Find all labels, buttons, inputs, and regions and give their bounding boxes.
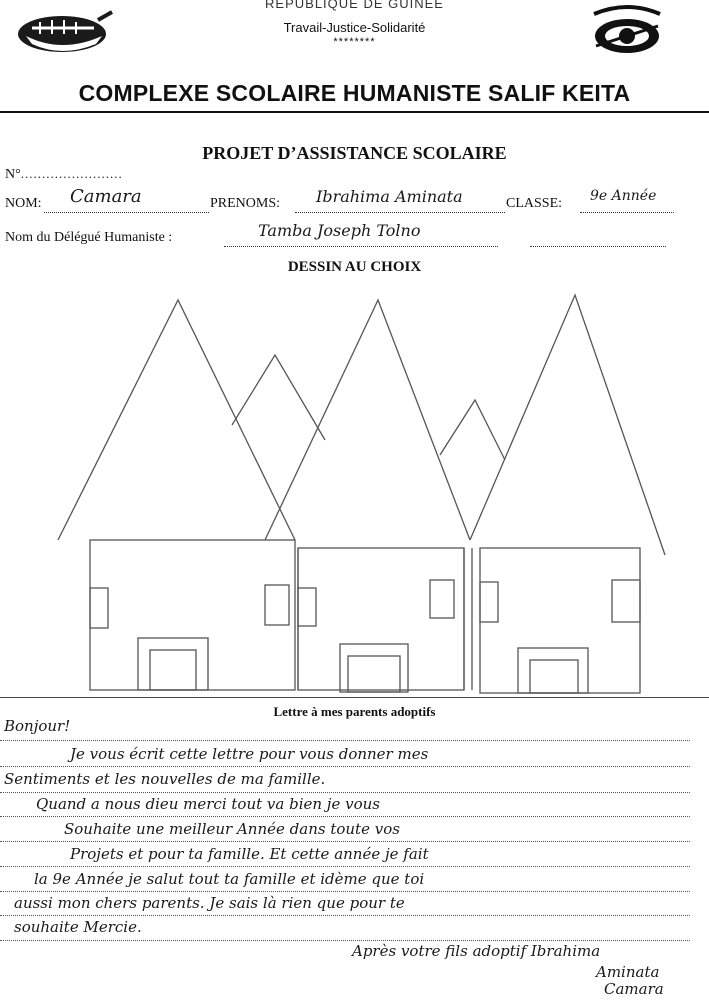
delegue-value: Tamba Joseph Tolno <box>258 221 421 240</box>
window-3 <box>298 588 316 626</box>
house-right <box>480 548 640 693</box>
letter-text-line: Quand a nous dieu merci tout va bien je vous <box>36 795 380 813</box>
classe-label: CLASSE: <box>506 196 563 211</box>
door-left-inner <box>150 650 196 690</box>
letter-text-line: aussi mon chers parents. Je sais là rien que pour te <box>14 894 405 912</box>
signature-name: Aminata <box>596 963 660 981</box>
nom-value: Camara <box>70 186 142 207</box>
roof-small-left <box>232 355 325 440</box>
roof-left <box>58 300 295 540</box>
letter-text-line: Je vous écrit cette lettre pour vous donner mes <box>70 745 429 763</box>
letter-line <box>0 915 690 916</box>
drawing-title: DESSIN AU CHOIX <box>287 259 422 275</box>
letter-line <box>0 841 690 842</box>
prenoms-value: Ibrahima Aminata <box>316 187 463 206</box>
roof-right <box>470 295 665 555</box>
window-5 <box>480 582 498 622</box>
letter-line <box>0 940 690 941</box>
letter-text-line: Souhaite une meilleur Année dans toute vos <box>64 820 400 838</box>
door-left <box>138 638 208 690</box>
nom-label: NOM: <box>5 196 42 211</box>
house-middle <box>298 548 464 690</box>
letter-line <box>0 740 690 741</box>
letter-line <box>0 816 690 817</box>
country-name: REPUBLIQUE DE GUINEE <box>265 0 444 11</box>
prenoms-label: PRENOMS: <box>210 196 281 211</box>
window-4 <box>430 580 454 618</box>
door-right-inner <box>530 660 578 693</box>
letter-text-line: souhaite Mercie. <box>14 918 142 936</box>
letter-text-line: la 9e Année je salut tout ta famille et idème que toi <box>34 870 425 888</box>
letter-line <box>0 766 690 767</box>
national-motto: Travail-Justice-Solidarité <box>283 20 426 35</box>
door-middle <box>340 644 408 692</box>
classe-value: 9e Année <box>590 188 657 204</box>
separator-stars: ******** <box>333 36 376 48</box>
number-dots: ........................ <box>20 166 123 181</box>
window-2 <box>265 585 289 625</box>
letter-text-line: Projets et pour ta famille. Et cette année je fait <box>70 845 429 863</box>
signature-surname: Camara <box>604 980 664 998</box>
letter-title: Lettre à mes parents adoptifs <box>273 704 436 719</box>
letter-line <box>0 891 690 892</box>
letter-line <box>0 792 690 793</box>
form-title: PROJET D’ASSISTANCE SCOLAIRE <box>202 143 507 163</box>
house-left <box>90 540 295 690</box>
number-label: N° <box>5 167 21 182</box>
letter-text-line: Sentiments et les nouvelles de ma famille. <box>4 770 326 788</box>
delegue-label: Nom du Délégué Humaniste : <box>5 230 173 245</box>
window-1 <box>90 588 108 628</box>
roof-middle <box>265 300 470 540</box>
door-middle-inner <box>348 656 400 692</box>
roof-small-right <box>440 400 505 460</box>
letter-line <box>0 866 690 867</box>
letter-divider <box>0 697 709 698</box>
letter-text-line: Bonjour! <box>4 717 71 735</box>
signature-closing: Après votre fils adoptif Ibrahima <box>352 942 601 960</box>
window-6 <box>612 580 640 622</box>
school-name: COMPLEXE SCOLAIRE HUMANISTE SALIF KEITA <box>78 80 631 106</box>
